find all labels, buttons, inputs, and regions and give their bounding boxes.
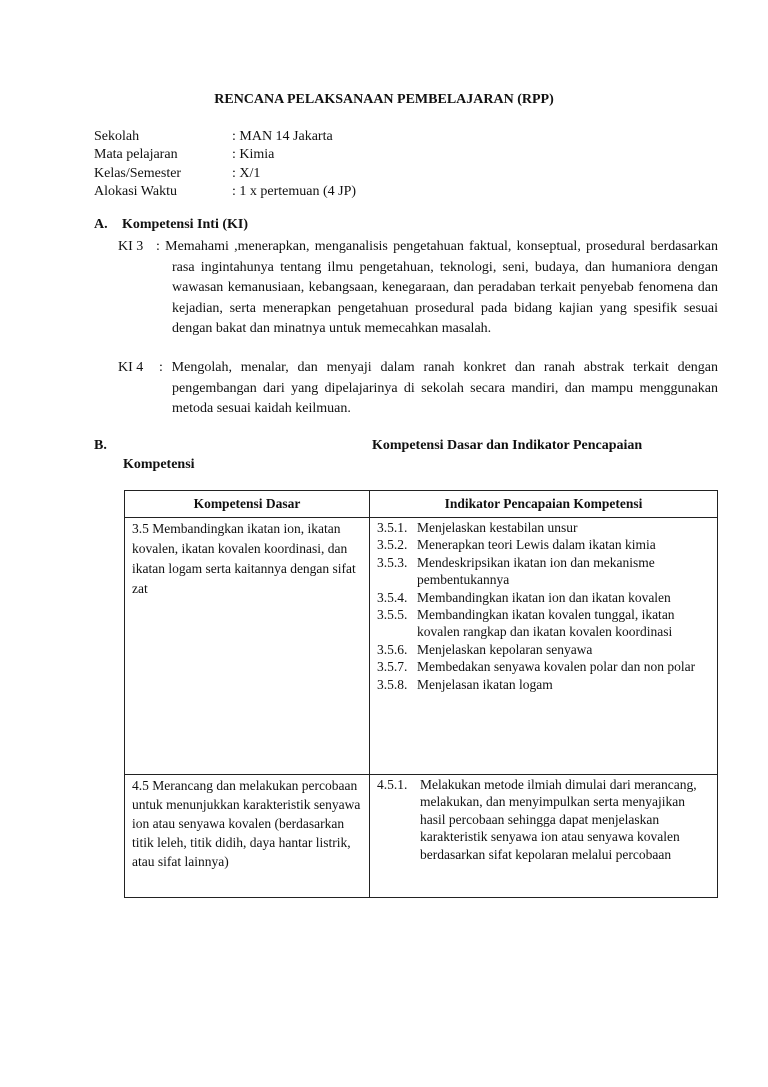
identity-block [94, 128, 356, 201]
meta-row-class [94, 165, 356, 183]
indicator-text: Mendeskripsikan ikatan ion dan mekanisme pembentukannya [417, 554, 655, 588]
header-indikator: Indikator Pencapaian Kompetensi [370, 491, 718, 518]
indicator-number: 3.5.2. [377, 537, 408, 553]
section-b-letter: B. [94, 438, 107, 453]
ki3-text: : Memahami ,menerapkan, menganalisis pengetahuan faktual, konseptual, prosedural berdasarkan rasa ingintahunya tentang ilmu pengetahuan, teknologi, seni, budaya, dan humaniora dengan wawasan kemanusiaan, kebangsaan, kenegaraan, dan peradaban terkait penyebab fenomena dan kejadian, serta menerapkan pengetahuan prosedural pada bidang kajian yang spesifik sesuai dengan bakat dan minatnya untuk memecahkan masalah. [156, 239, 718, 337]
table-row [125, 518, 718, 775]
indicator-item [377, 658, 713, 675]
section-b-title: Kompetensi Dasar dan Indikator Pencapaian [372, 438, 643, 453]
indicator-text: Membedakan senyawa kovalen polar dan non polar [417, 659, 696, 675]
indicator-number: 3.5.6. [377, 641, 408, 657]
table-header-row [125, 491, 718, 518]
indicator-text: Menerapkan teori Lewis dalam ikatan kimia [417, 537, 656, 553]
kd-text: 4.5 Merancang dan melakukan percobaan untuk menunjukkan karakteristik senyawa ion atau senyawa kovalen (berdasarkan titik leleh, titik didih, daya hantar listrik, atau sifat lainnya) [132, 778, 361, 869]
indicator-text: Melakukan metode ilmiah dimulai dari merancang, melakukan, dan menyimpulkan serta menyajikan hasil percobaan sehingga dapat menjelaskan karakteristik senyawa ion atau senyawa kovalen berdasarkan sifat kepolaran melalui percobaan [420, 777, 697, 862]
meta-label: Kelas/Semester [94, 165, 182, 181]
kd-cell [125, 518, 370, 775]
meta-row-subject [94, 146, 356, 164]
indicator-item [377, 676, 713, 693]
indicator-cell [370, 518, 718, 775]
meta-row-school [94, 128, 356, 146]
indicator-number: 3.5.1. [377, 520, 408, 535]
kd-cell [125, 775, 370, 898]
indicator-item [377, 536, 713, 553]
ki3-label: KI 3 [118, 239, 144, 254]
indicator-list [370, 775, 717, 863]
indicator-item [377, 554, 713, 589]
indicator-item [377, 519, 713, 536]
section-letter: A. [94, 217, 108, 232]
section-a-heading [94, 217, 248, 233]
ki3-block [118, 237, 718, 340]
competency-table [124, 490, 718, 898]
meta-label: Mata pelajaran [94, 147, 178, 163]
indicator-cell [370, 775, 718, 898]
meta-value: : 1 x pertemuan (4 JP) [232, 183, 357, 199]
indicator-text: Menjelaskan kestabilan unsur [417, 520, 578, 535]
indicator-number: 4.5.1. [377, 777, 408, 792]
indicator-number: 3.5.4. [377, 589, 408, 605]
meta-label: Sekolah [94, 129, 140, 144]
indicator-list [370, 518, 717, 693]
section-title: Kompetensi Inti (KI) [122, 217, 248, 232]
indicator-item [377, 606, 713, 641]
indicator-text: Menjelasan ikatan logam [417, 676, 553, 692]
meta-value: : Kimia [232, 147, 275, 163]
indicator-number: 3.5.8. [377, 676, 408, 692]
document-title: RENCANA PELAKSANAAN PEMBELAJARAN (RPP) [214, 92, 554, 107]
section-b-title-continued: Kompetensi [123, 457, 195, 472]
meta-row-time [94, 183, 356, 201]
indicator-number: 3.5.7. [377, 659, 408, 675]
meta-value: : MAN 14 Jakarta [232, 129, 333, 144]
table-row [125, 775, 718, 898]
ki4-text: : Mengolah, menalar, dan menyaji dalam ranah konkret dan ranah abstrak terkait dengan pengembangan dari yang dipelajarinya di sekolah secara mandiri, dan mampu menggunakan metoda sesuai kaidah keilmuan. [159, 360, 718, 417]
meta-label: Alokasi Waktu [94, 183, 177, 199]
indicator-item [377, 589, 713, 606]
ki4-block [118, 358, 718, 420]
indicator-item [377, 641, 713, 658]
ki4-label: KI 4 [118, 360, 144, 375]
header-kompetensi-dasar: Kompetensi Dasar [125, 491, 370, 518]
kd-text: 3.5 Membandingkan ikatan ion, ikatan kovalen, ikatan kovalen koordinasi, dan ikatan logam serta kaitannya dengan sifat zat [132, 521, 356, 596]
indicator-text: Membandingkan ikatan kovalen tunggal, ikatan kovalen rangkap dan ikatan kovalen koordinasi [417, 607, 675, 640]
indicator-number: 3.5.3. [377, 554, 408, 570]
indicator-item [377, 776, 713, 863]
meta-value: : X/1 [232, 165, 261, 181]
indicator-number: 3.5.5. [377, 607, 408, 623]
indicator-text: Membandingkan ikatan ion dan ikatan kovalen [417, 589, 671, 605]
indicator-text: Menjelaskan kepolaran senyawa [417, 641, 593, 657]
